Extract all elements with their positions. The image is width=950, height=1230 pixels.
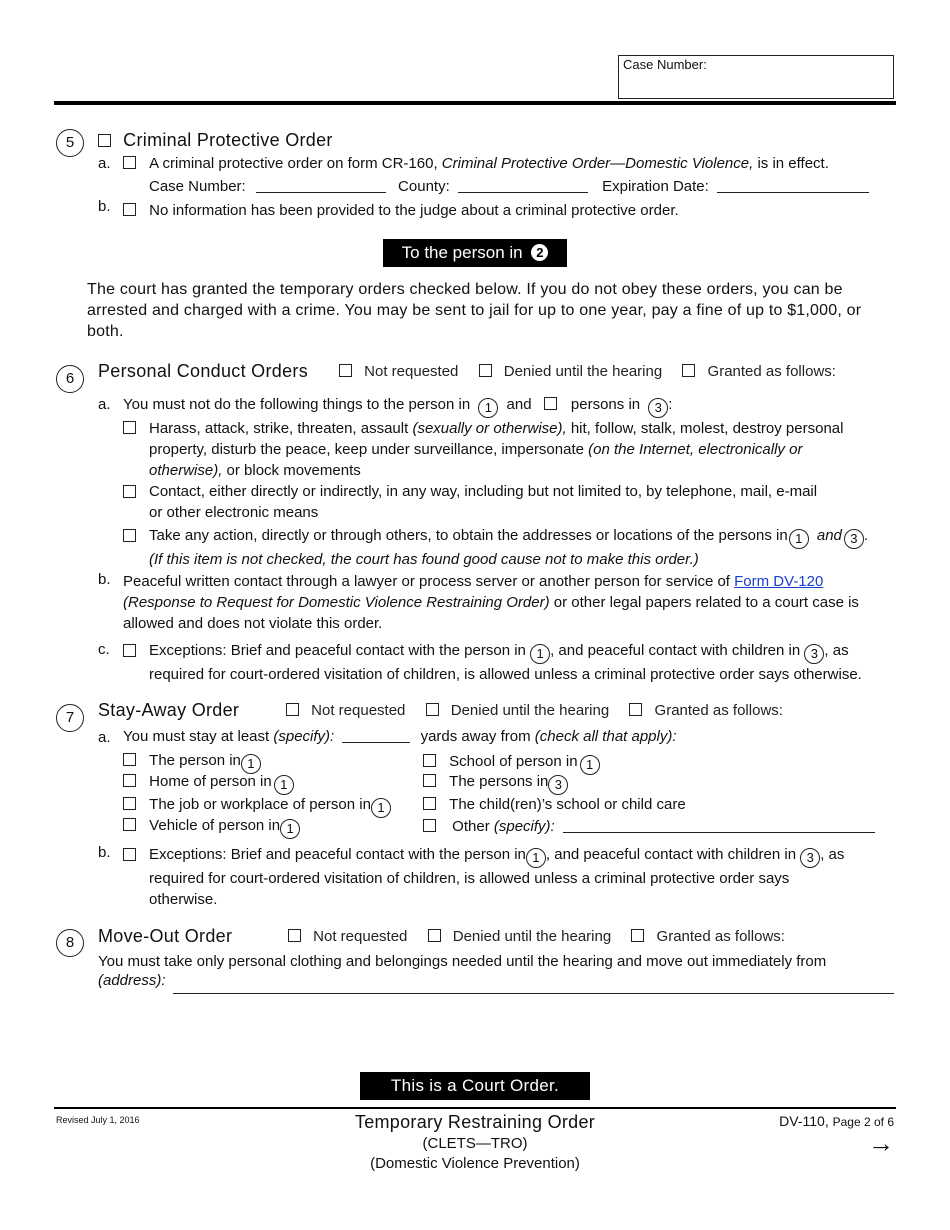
s7-not-requested-checkbox[interactable] bbox=[286, 703, 299, 716]
s6-c-part3: , as bbox=[824, 642, 849, 659]
s6-denied-checkbox[interactable] bbox=[479, 364, 492, 377]
s8-address-label: (address): bbox=[98, 972, 166, 989]
s5-b-checkbox[interactable] bbox=[123, 203, 136, 216]
s5-expiration-field[interactable] bbox=[717, 178, 869, 193]
s8-not-requested-checkbox[interactable] bbox=[288, 929, 301, 942]
s8-text: You must take only personal clothing and belongings needed until the hearing and move out immediately from bbox=[98, 953, 827, 970]
intro-paragraph: The court has granted the temporary orders checked below. If you do not obey these orders, you can be arrested and charged with a crime. You may be sent to jail for up to one year, pay a fine of up to $1,000, or both. bbox=[87, 281, 862, 340]
s6-granted-checkbox[interactable] bbox=[682, 364, 695, 377]
s7-person-checkbox[interactable] bbox=[123, 753, 136, 766]
s6-c-label: c. bbox=[98, 641, 110, 658]
s7-a-part2: yards away from bbox=[420, 728, 531, 745]
person-3-circle: 3 bbox=[548, 775, 568, 795]
s7-vehicle-label: Vehicle of person in bbox=[149, 817, 281, 834]
s8-address-field[interactable] bbox=[173, 993, 894, 994]
s6-item3-period: . bbox=[863, 527, 869, 544]
s7-denied-label: Denied until the hearing bbox=[450, 702, 610, 719]
person-1-circle: 1 bbox=[241, 754, 261, 774]
s7-b-label: b. bbox=[98, 844, 111, 861]
s5-a-text-italic: Criminal Protective Order—Domestic Violence, bbox=[441, 155, 754, 172]
s5-county-field[interactable] bbox=[458, 178, 588, 193]
s7-not-requested-label: Not requested bbox=[311, 702, 406, 719]
s8-denied-label: Denied until the hearing bbox=[452, 928, 612, 945]
s7-yards-field[interactable] bbox=[342, 728, 410, 743]
person-1-circle: 1 bbox=[274, 775, 294, 795]
s5-title: Criminal Protective Order bbox=[123, 130, 333, 150]
s7-b-part4: required for court-ordered visitation of children, is allowed unless a criminal protective order says bbox=[149, 870, 790, 887]
s5-a-text-1: A criminal protective order on form CR-160, bbox=[149, 155, 438, 172]
person-1-circle: 1 bbox=[580, 755, 600, 775]
s6-b-part1: Peaceful written contact through a lawyer or process server or another person for service of bbox=[123, 573, 730, 590]
section-5-number: 5 bbox=[56, 129, 84, 157]
s6-item1-italic1: (sexually or otherwise), bbox=[412, 420, 567, 437]
s5-a-label: a. bbox=[98, 155, 111, 172]
s7-granted-label: Granted as follows: bbox=[654, 702, 783, 719]
person-1-circle: 1 bbox=[789, 529, 809, 549]
s7-other-checkbox[interactable] bbox=[423, 819, 436, 832]
s6-item3-part1: Take any action, directly or through others, to obtain the addresses or locations of the persons in bbox=[149, 527, 788, 544]
s8-not-requested-label: Not requested bbox=[313, 928, 408, 945]
s6-b-part2: or other legal papers related to a court case is bbox=[553, 594, 859, 611]
s7-b-part5: otherwise. bbox=[149, 891, 218, 908]
s7-a-italic2: (check all that apply): bbox=[534, 728, 677, 745]
s7-home-label: Home of person in bbox=[149, 773, 272, 790]
s7-a-label: a. bbox=[98, 729, 111, 746]
s5-expiration-label: Expiration Date: bbox=[602, 178, 709, 195]
s5-checkbox[interactable] bbox=[98, 134, 111, 147]
s6-b-italic: (Response to Request for Domestic Violence Restraining Order) bbox=[123, 594, 550, 611]
banner-number: 2 bbox=[531, 244, 548, 261]
s6-item2-part2: or other electronic means bbox=[149, 504, 319, 521]
s7-b-part3: , as bbox=[820, 846, 845, 863]
s6-item1-part3: property, disturb the peace, keep under surveillance, impersonate bbox=[149, 441, 584, 458]
s5-b-label: b. bbox=[98, 198, 111, 215]
s7-other-label: Other bbox=[452, 818, 490, 835]
s7-job-label: The job or workplace of person in bbox=[149, 796, 371, 813]
footer-rule bbox=[54, 1107, 896, 1109]
page-number: Page 2 of 6 bbox=[832, 1115, 894, 1129]
s6-item3-checkbox[interactable] bbox=[123, 529, 136, 542]
s8-denied-checkbox[interactable] bbox=[428, 929, 441, 942]
s5-case-number-label: Case Number: bbox=[149, 178, 246, 195]
case-number-box[interactable] bbox=[618, 55, 894, 99]
s7-vehicle-checkbox[interactable] bbox=[123, 818, 136, 831]
person-3-circle: 3 bbox=[800, 848, 820, 868]
s7-other-italic: (specify): bbox=[493, 818, 555, 835]
s6-item1-checkbox[interactable] bbox=[123, 421, 136, 434]
next-page-arrow-icon[interactable]: → bbox=[868, 1128, 894, 1158]
s5-county-label: County: bbox=[398, 178, 450, 195]
court-order-banner bbox=[360, 1072, 590, 1100]
s6-a-persons-in: persons in bbox=[570, 396, 641, 413]
person-in-banner bbox=[383, 239, 567, 267]
s6-c-part4: required for court-ordered visitation of children, is allowed unless a criminal protective order says otherwise. bbox=[149, 666, 862, 683]
s7-denied-checkbox[interactable] bbox=[426, 703, 439, 716]
s8-granted-checkbox[interactable] bbox=[631, 929, 644, 942]
s6-item1-part2: hit, follow, stalk, molest, destroy personal bbox=[570, 420, 844, 437]
s6-item2-text bbox=[149, 481, 889, 523]
s6-b-part3: allowed and does not violate this order. bbox=[123, 615, 383, 632]
s6-item1-part1: Harass, attack, strike, threaten, assault bbox=[149, 420, 409, 437]
person-3-circle: 3 bbox=[804, 644, 824, 664]
s6-item1-text bbox=[149, 418, 889, 481]
section-6-number: 6 bbox=[56, 365, 84, 393]
s7-persons-checkbox[interactable] bbox=[423, 774, 436, 787]
court-order-text: This is a Court Order. bbox=[390, 1076, 560, 1095]
s6-c-part1: Exceptions: Brief and peaceful contact with the person in bbox=[149, 642, 526, 659]
s6-b-text bbox=[123, 571, 859, 634]
s7-school-checkbox[interactable] bbox=[423, 754, 436, 767]
s5-case-number-field[interactable] bbox=[256, 178, 386, 193]
s7-b-part2: , and peaceful contact with children in bbox=[545, 846, 797, 863]
s6-c-text bbox=[149, 640, 862, 685]
s7-job-checkbox[interactable] bbox=[123, 797, 136, 810]
person-1-circle: 1 bbox=[530, 644, 550, 664]
s8-title: Move-Out Order bbox=[98, 926, 233, 946]
s5-b-text: No information has been provided to the judge about a criminal protective order. bbox=[149, 202, 679, 219]
s6-a-and: and bbox=[506, 396, 532, 413]
s7-a-part1: You must stay at least bbox=[123, 728, 270, 745]
s7-a-italic: (specify): bbox=[273, 728, 335, 745]
s7-b-checkbox[interactable] bbox=[123, 848, 136, 861]
s6-item1-italic3: otherwise), bbox=[149, 462, 223, 479]
s6-item3-and: and bbox=[816, 527, 842, 544]
s6-item2-part1: Contact, either directly or indirectly, in any way, including but not limited to, by telephone, mail, e-mail bbox=[149, 483, 818, 500]
section-8-number: 8 bbox=[56, 929, 84, 957]
s7-other-field[interactable] bbox=[563, 818, 875, 833]
person-3-circle: 3 bbox=[648, 398, 668, 418]
s7-title: Stay-Away Order bbox=[98, 700, 240, 720]
s7-childcare-checkbox[interactable] bbox=[423, 797, 436, 810]
s8-granted-label: Granted as follows: bbox=[656, 928, 785, 945]
s6-a-colon: : bbox=[668, 396, 673, 413]
s6-a-text: You must not do the following things to the person in bbox=[123, 396, 471, 413]
s6-item2-checkbox[interactable] bbox=[123, 485, 136, 498]
section-7-number: 7 bbox=[56, 704, 84, 732]
footer-sub2: (Domestic Violence Prevention) bbox=[370, 1155, 580, 1172]
s6-granted-label: Granted as follows: bbox=[707, 363, 836, 380]
revised-date: Revised July 1, 2016 bbox=[56, 1115, 140, 1125]
form-id: DV-110, bbox=[779, 1113, 829, 1129]
s6-not-requested-checkbox[interactable] bbox=[339, 364, 352, 377]
banner-text: To the person in bbox=[401, 243, 523, 262]
s6-not-requested-label: Not requested bbox=[364, 363, 459, 380]
s5-a-text-2: is in effect. bbox=[757, 155, 829, 172]
s7-b-text bbox=[149, 844, 844, 910]
s6-b-label: b. bbox=[98, 571, 111, 588]
s6-item1-part4: or block movements bbox=[226, 462, 361, 479]
case-number-label: Case Number: bbox=[623, 57, 707, 72]
footer-title: Temporary Restraining Order bbox=[354, 1112, 596, 1132]
s7-granted-checkbox[interactable] bbox=[629, 703, 642, 716]
footer-sub1: (CLETS—TRO) bbox=[422, 1135, 528, 1152]
person-1-circle: 1 bbox=[280, 819, 300, 839]
s7-home-checkbox[interactable] bbox=[123, 774, 136, 787]
s7-school-label: School of person in bbox=[449, 753, 578, 770]
s6-a-persons-checkbox[interactable] bbox=[544, 397, 557, 410]
person-3-circle: 3 bbox=[844, 529, 864, 549]
s7-b-part1: Exceptions: Brief and peaceful contact with the person in bbox=[149, 846, 526, 863]
s6-a-label: a. bbox=[98, 396, 111, 413]
person-1-circle: 1 bbox=[371, 798, 391, 818]
s6-item1-italic2: (on the Internet, electronically or bbox=[588, 441, 803, 458]
s7-person-label: The person in bbox=[149, 752, 241, 769]
s5-a-checkbox[interactable] bbox=[123, 156, 136, 169]
person-1-circle: 1 bbox=[526, 848, 546, 868]
s6-c-part2: , and peaceful contact with children in bbox=[550, 642, 801, 659]
s6-c-checkbox[interactable] bbox=[123, 644, 136, 657]
form-dv-120-link[interactable]: Form DV-120 bbox=[734, 573, 824, 590]
header-rule bbox=[54, 101, 896, 105]
s6-item3-note: (If this item is not checked, the court has found good cause not to make this order.) bbox=[149, 551, 699, 568]
s7-childcare-label: The child(ren)’s school or child care bbox=[449, 796, 686, 813]
s6-denied-label: Denied until the hearing bbox=[503, 363, 663, 380]
person-1-circle: 1 bbox=[478, 398, 498, 418]
s7-persons-label: The persons in bbox=[449, 773, 549, 790]
s6-title: Personal Conduct Orders bbox=[98, 361, 308, 381]
s6-item3-text bbox=[149, 525, 868, 570]
